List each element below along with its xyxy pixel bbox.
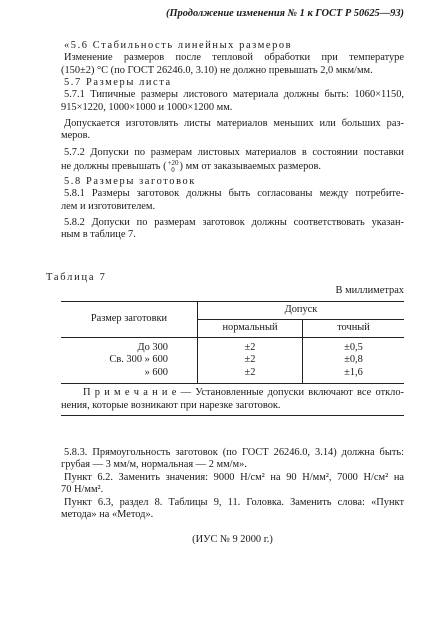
table-units: В миллиметрах: [335, 285, 404, 296]
section-5-7-1-note: [61, 118, 404, 143]
header-precise: точный: [303, 320, 405, 338]
cell-normal: ±2: [198, 354, 303, 366]
section-5-8-1-line2: лем и изготовителем.: [61, 200, 156, 212]
tolerance-table: [61, 301, 404, 416]
cell-precise: ±0,8: [303, 354, 405, 366]
table-row: [61, 367, 404, 384]
cell-precise: ±0,5: [303, 338, 405, 355]
section-5-8-2-line1: 5.8.2 Допуски по размерам заготовок должны соответствовать указан-: [64, 217, 404, 228]
section-5-8-3-line1: 5.8.3. Прямоугольность заготовок (по ГОСТ 26246.0, 3.14) должна быть:: [64, 447, 404, 458]
section-5-8-2: [61, 217, 404, 242]
section-5-8-3: [61, 447, 404, 472]
section-5-6-line1: Изменение размеров после тепловой обработки при температуре: [64, 52, 404, 64]
section-5-7-1-line1: 5.7.1 Типичные размеры листового материала должны быть: 1060×1150,: [64, 89, 404, 101]
section-5-7-1-note-line1: Допускается изготовлять листы материалов меньших или больших раз-: [64, 118, 404, 129]
section-5-6: [61, 40, 404, 77]
clause-6-3-line2: метода» на «Метод».: [61, 509, 154, 521]
section-5-7-1-line2: 915×1220, 1000×1000 и 1000×1200 мм.: [61, 101, 233, 113]
section-5-7: [61, 77, 404, 114]
table-row: [61, 338, 404, 355]
clause-6-2: [61, 472, 404, 497]
section-5-7-2-line1: 5.7.2 Допуски по размерам листовых материалов в состоянии поставки: [64, 147, 404, 158]
cell-size: До 300: [61, 338, 198, 355]
cell-size: Св. 300 » 600: [61, 354, 198, 366]
section-5-7-2-line2: не должны превышать ( +20 0 ) мм от заказываемых размеров.: [61, 159, 322, 174]
cell-precise: ±1,6: [303, 367, 405, 384]
clause-6-2-line1: Пункт 6.2. Заменить значения: 9000 Н/см² на 90 Н/мм², 7000 Н/см² на: [64, 472, 404, 483]
cell-normal: ±2: [198, 367, 303, 384]
section-5-8: [61, 176, 404, 213]
table-title: Таблица 7: [46, 272, 107, 283]
section-5-6-line2: (150±2) °С (по ГОСТ 26246.0, 3.10) не должно превышать 2,0 мкм/мм.: [61, 64, 373, 76]
section-5-8-2-line2: ным в таблице 7.: [61, 229, 136, 241]
header-tolerance: Допуск: [198, 302, 405, 320]
section-5-7-2: [61, 147, 404, 174]
ius-reference: (ИУС № 9 2000 г.): [192, 534, 273, 545]
clause-6-2-line2: 70 Н/мм².: [61, 484, 104, 496]
table-note-line2: нения, которые возникают при нарезке заготовок.: [61, 399, 281, 411]
section-5-8-1-line1: 5.8.1 Размеры заготовок должны быть согласованы между потребите-: [64, 188, 404, 200]
cell-normal: ±2: [198, 338, 303, 355]
tolerance-fraction: +20 0: [167, 159, 179, 174]
section-5-8-3-line2: грубая — 3 мм/м, нормальная — 2 мм/м».: [61, 459, 247, 471]
page-header: (Продолжение изменения № 1 к ГОСТ Р 50625—93): [166, 8, 404, 19]
section-5-6-title: «5.6 Стабильность линейных размеров: [64, 40, 293, 51]
clause-6-3-line1: Пункт 6.3, раздел 8. Таблицы 9, 11. Головка. Заменить слова: «Пункт: [64, 497, 404, 508]
clause-6-3: [61, 497, 404, 522]
section-5-8-title: 5.8 Размеры заготовок: [64, 176, 196, 187]
section-5-7-title: 5.7 Размеры листа: [64, 77, 172, 88]
cell-size: » 600: [61, 367, 198, 384]
header-normal: нормальный: [198, 320, 303, 338]
table-row: [61, 354, 404, 366]
table-note: [61, 384, 404, 416]
table-note-line1: П р и м е ч а н и е — Установленные допуски включают все откло-: [83, 387, 404, 399]
header-size: Размер заготовки: [61, 302, 198, 338]
table-note-row: [61, 384, 404, 416]
section-5-7-1-note-line2: меров.: [61, 130, 91, 142]
